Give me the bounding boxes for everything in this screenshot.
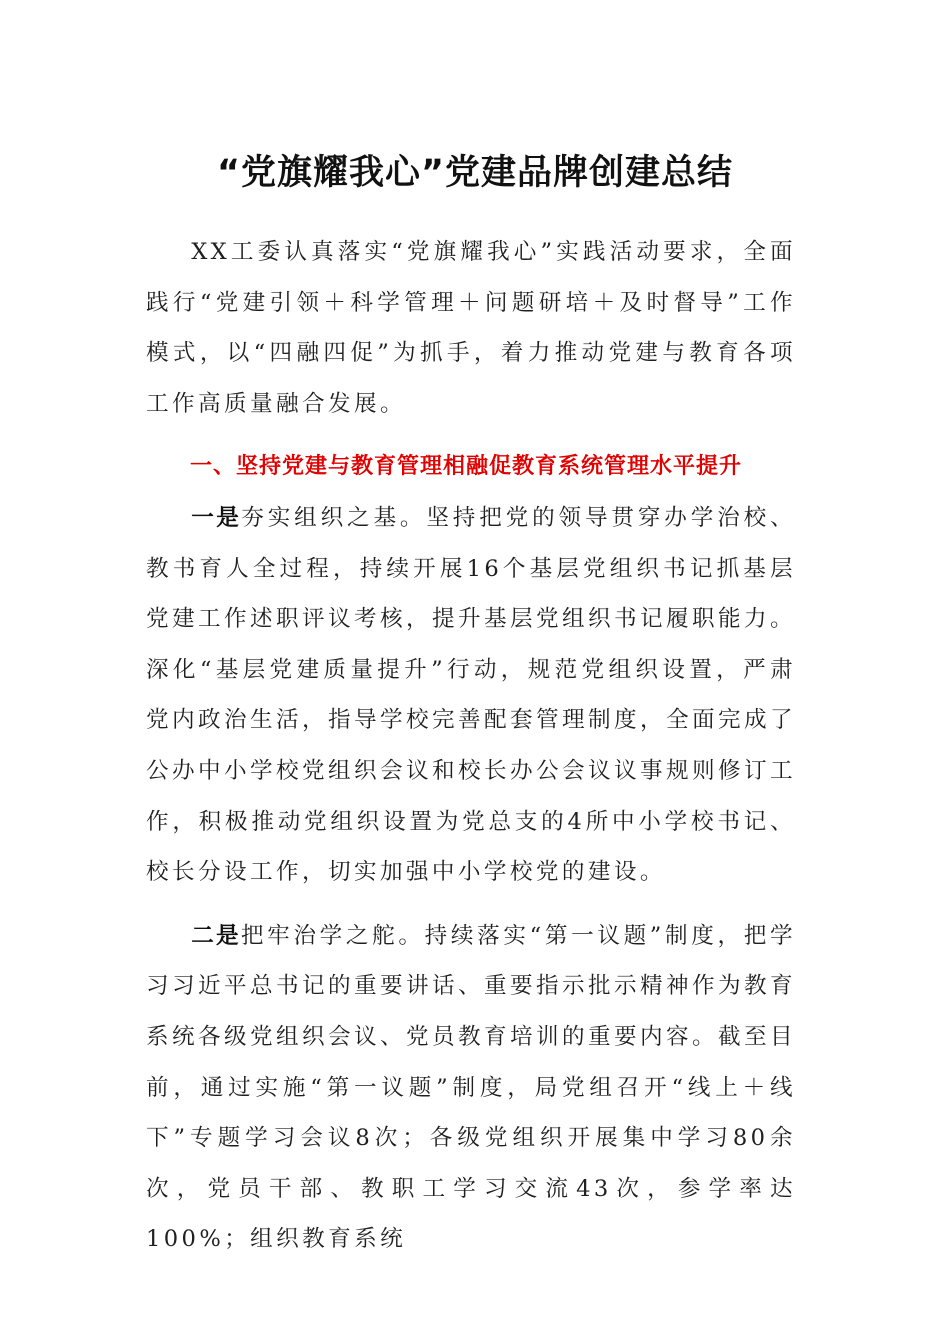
document-body	[146, 227, 796, 1265]
intro-paragraph: XX工委认真落实“党旗耀我心”实践活动要求，全面践行“党建引领＋科学管理＋问题研培＋及时督导”工作模式，以“四融四促”为抓手，着力推动党建与教育各项工作高质量融合发展。	[146, 239, 796, 417]
paragraph-lead: 二是	[191, 922, 241, 949]
document-title: “党旗耀我心”党建品牌创建总结	[216, 153, 733, 193]
section-heading: 一、坚持党建与教育管理相融促教育系统管理水平提升	[190, 454, 743, 480]
paragraph-text: 夯实组织之基。坚持把党的领导贯穿办学治校、教书育人全过程，持续开展16个基层党组织书记抓基层党建工作述职评议考核，提升基层党组织书记履职能力。深化“基层党建质量提升”行动，规范党组织设置，严肃党内政治生活，指导学校完善配套管理制度，全面完成了公办中小学校党组织会议和校长办公会议议事规则修订工作，积极推动党组织设置为党总支的4所中小学校书记、校长分设工作，切实加强中小学校党的建设。	[146, 504, 796, 886]
paragraph-lead: 一是	[191, 504, 242, 531]
spacer	[146, 429, 796, 442]
section-paragraph-1	[146, 493, 796, 898]
section-paragraph-2	[146, 911, 796, 1265]
spacer	[146, 898, 796, 911]
paragraph-text: 把牢治学之舵。持续落实“第一议题”制度，把学习习近平总书记的重要讲话、重要指示批示精神作为教育系统各级党组织会议、党员教育培训的重要内容。截至目前，通过实施“第一议题”制度，局党组召开“线上＋线下”专题学习会议8次；各级党组织开展集中学习80余次，党员干部、教职工学习交流43次，参学率达100%；组织教育系统	[146, 922, 797, 1253]
